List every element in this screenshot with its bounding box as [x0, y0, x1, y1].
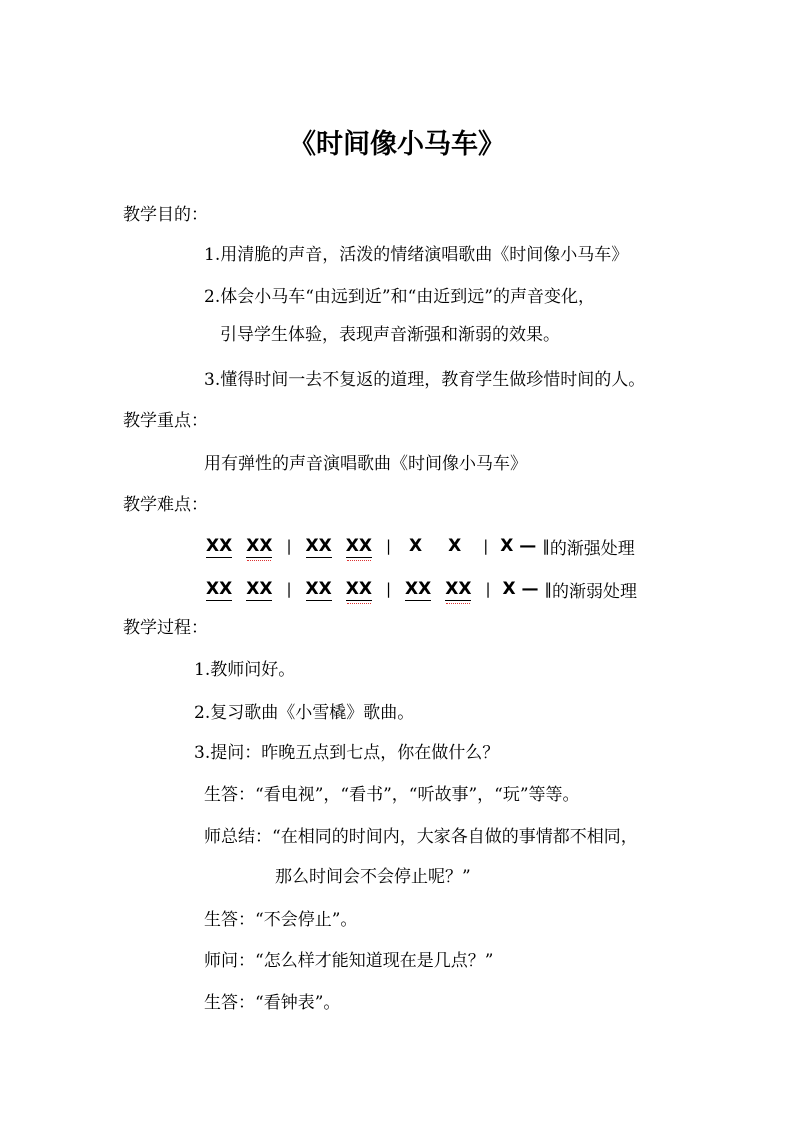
teacher-summary-continued: 那么时间会不会停止呢？” — [275, 867, 471, 887]
objective-item-2-continued: 引导学生体验，表现声音渐强和渐弱的效果。 — [220, 325, 560, 345]
objective-item-2: 2.体会小马车“由远到近”和“由近到远”的声音变化， — [204, 287, 595, 307]
bar-line: | — [286, 580, 292, 598]
rhythm-note: X — [409, 536, 423, 556]
rhythm-note: X — — [502, 579, 539, 599]
objective-item-3: 3.懂得时间一去不复返的道理，教育学生做珍惜时间的人。 — [204, 370, 646, 390]
student-answer-3: 生答：“看钟表”。 — [204, 993, 341, 1013]
rhythm-note: XX — [246, 579, 273, 599]
document-title: 《时间像小马车》 — [289, 129, 505, 160]
process-item-3: 3.提问：昨晚五点到七点，你在做什么？ — [194, 743, 500, 763]
process-item-2: 2.复习歌曲《小雪橇》歌曲。 — [194, 703, 415, 723]
process-heading: 教学过程： — [123, 618, 208, 638]
bar-line: | — [385, 537, 391, 555]
student-answer-1: 生答：“看电视”，“看书”，“听故事”，“玩”等等。 — [204, 785, 580, 805]
rhythm-suffix: 的渐强处理 — [549, 538, 635, 559]
objectives-heading: 教学目的： — [123, 205, 208, 225]
key-point-heading: 教学重点： — [123, 411, 208, 431]
teacher-summary: 师总结：“在相同的时间内，大家各自做的事情都不相同， — [204, 827, 638, 847]
bar-line: | — [286, 537, 292, 555]
double-bar-line: ‖ — [542, 537, 550, 555]
rhythm-note: X — [448, 536, 462, 556]
bar-line: | — [483, 537, 489, 555]
double-bar-line: ‖ — [544, 580, 553, 598]
objective-item-1: 1.用清脆的声音，活泼的情绪演唱歌曲《时间像小马车》 — [204, 245, 629, 265]
rhythm-note: XX — [345, 579, 372, 599]
rhythm-line-decrescendo — [206, 577, 637, 601]
rhythm-note: X — — [500, 536, 537, 556]
rhythm-note: XX — [206, 536, 233, 556]
rhythm-note: XX — [445, 579, 472, 599]
process-item-1: 1.教师问好。 — [194, 660, 296, 680]
rhythm-line-crescendo — [206, 534, 635, 558]
rhythm-note: XX — [246, 536, 273, 556]
bar-line: | — [385, 580, 391, 598]
key-point-text: 用有弹性的声音演唱歌曲《时间像小马车》 — [204, 454, 527, 474]
teacher-question: 师问：“怎么样才能知道现在是几点？” — [204, 951, 494, 971]
rhythm-note: XX — [206, 579, 233, 599]
rhythm-suffix: 的渐弱处理 — [552, 581, 638, 602]
student-answer-2: 生答：“不会停止”。 — [204, 910, 358, 930]
rhythm-note: XX — [405, 579, 432, 599]
rhythm-note: XX — [305, 579, 332, 599]
rhythm-note: XX — [305, 536, 332, 556]
bar-line: | — [485, 580, 491, 598]
rhythm-note: XX — [345, 536, 372, 556]
difficulty-heading: 教学难点： — [123, 495, 208, 515]
